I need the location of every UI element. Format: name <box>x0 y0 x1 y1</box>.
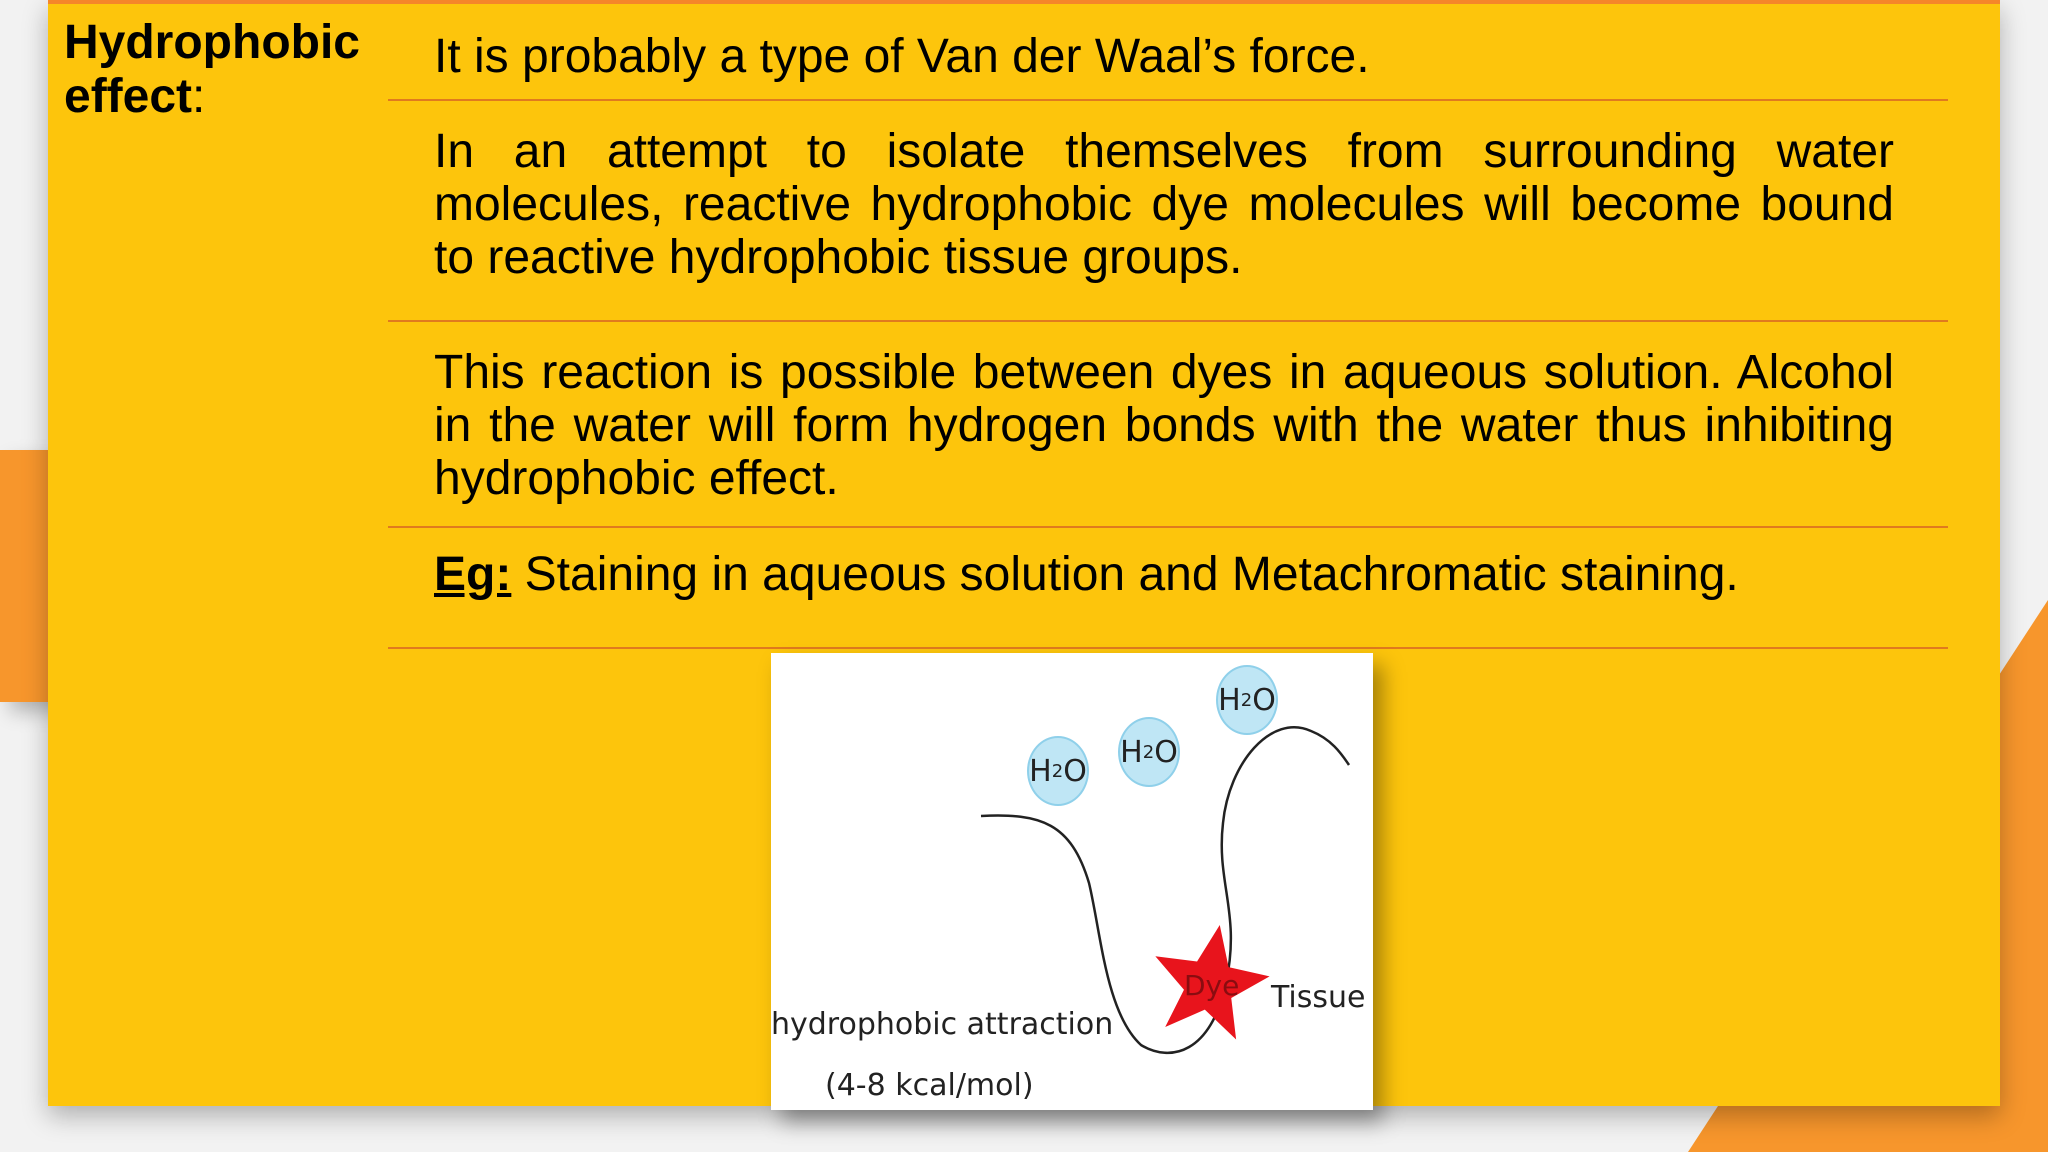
example-body: Staining in aqueous solution and Metachromatic staining. <box>511 548 1739 601</box>
energy-label: (4-8 kcal/mol) <box>825 1068 1034 1103</box>
point-text-3: This reaction is possible between dyes in aqueous solution. Alcohol in the water will form hydrogen bonds with the water thus inhibiting hydrophobic effect. <box>434 346 1894 505</box>
slide-title-text: Hydrophobic effect <box>64 16 360 123</box>
attraction-label: hydrophobic attraction <box>771 1007 1114 1042</box>
hydrophobic-diagram <box>771 653 1373 1110</box>
dye-label: Dye <box>1184 969 1240 1002</box>
slide <box>48 0 2000 1106</box>
point-row-3 <box>388 322 1948 528</box>
water-molecule-3: H 2 O <box>1216 665 1278 735</box>
slide-title-colon: : <box>192 70 206 123</box>
slide-title <box>64 16 364 124</box>
water-molecule-1: H 2 O <box>1027 736 1089 806</box>
example-text <box>434 548 1894 601</box>
point-row-1 <box>388 4 1948 101</box>
point-text-1: It is probably a type of Van der Waal’s force. <box>434 30 1370 83</box>
point-row-2 <box>388 101 1948 322</box>
example-row <box>388 528 1948 649</box>
point-text-2: In an attempt to isolate themselves from surrounding water molecules, reactive hydrophobic dye molecules will become bound to reactive hydrophobic tissue groups. <box>434 125 1894 284</box>
water-molecule-2: H 2 O <box>1118 717 1180 787</box>
example-label: Eg: <box>434 548 512 601</box>
tissue-label: Tissue <box>1271 980 1366 1015</box>
